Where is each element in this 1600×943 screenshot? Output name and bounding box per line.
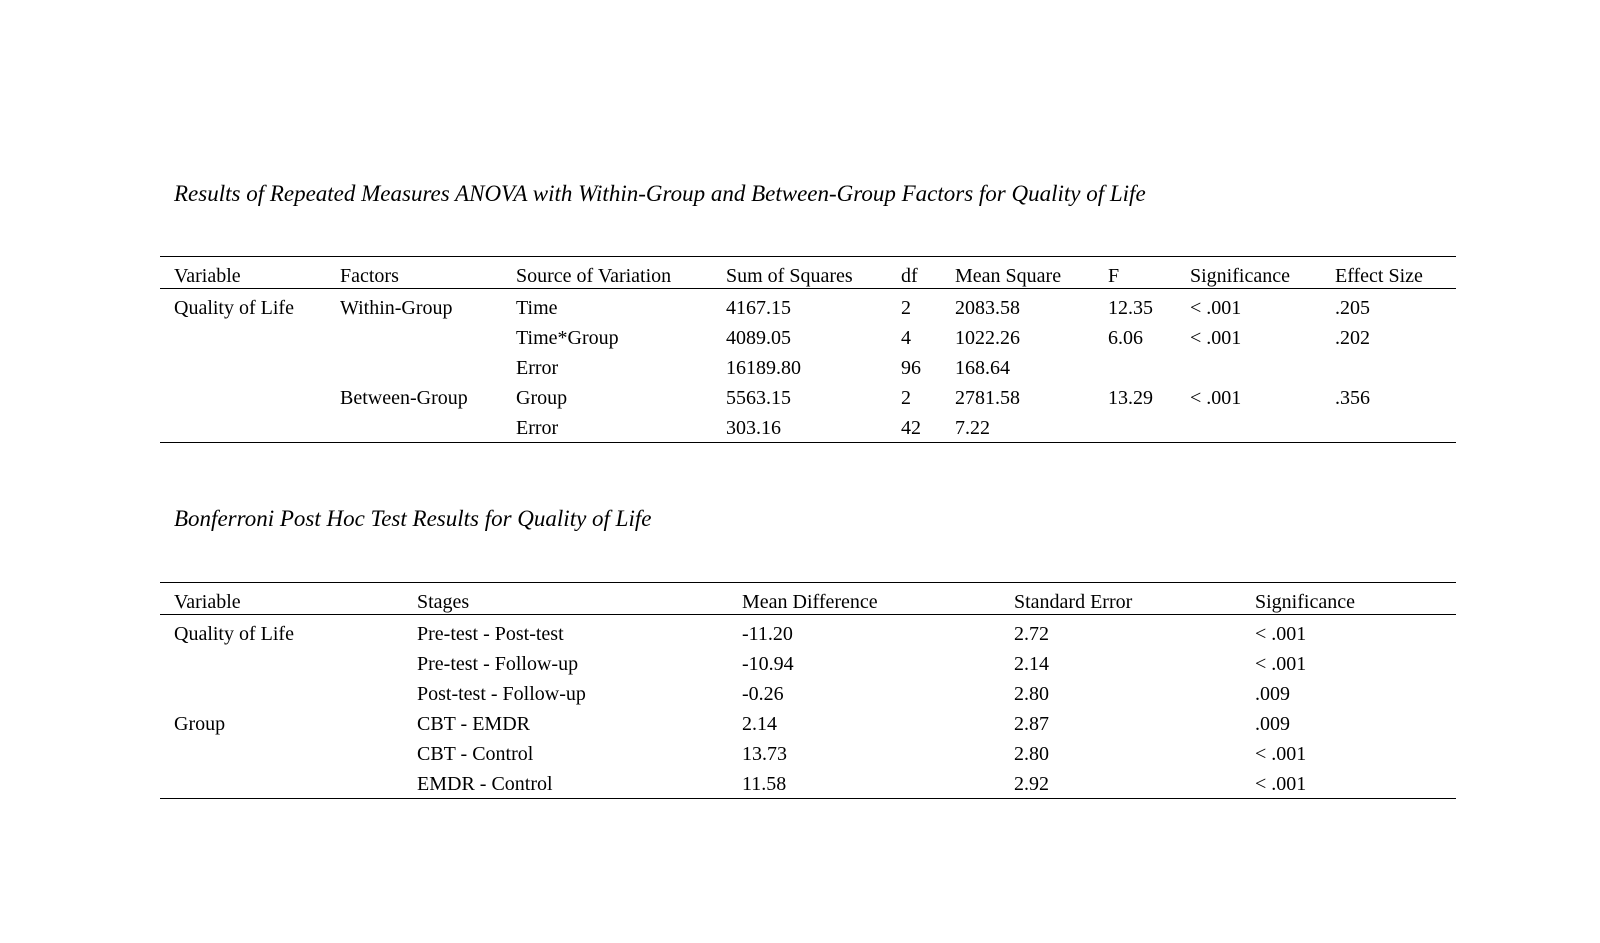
posthoc-cell-se: 2.14 (1014, 653, 1049, 675)
posthoc-cell-md: -11.20 (742, 623, 793, 645)
posthoc-cell-se: 2.80 (1014, 743, 1049, 765)
anova-cell-ss: 4167.15 (726, 297, 791, 319)
posthoc-header-sig: Significance (1255, 591, 1355, 613)
anova-header-df: df (901, 265, 918, 287)
anova-cell-df: 4 (901, 327, 911, 349)
anova-cell-source: Error (516, 417, 559, 439)
anova-cell-ss: 4089.05 (726, 327, 791, 349)
anova-cell-ss: 16189.80 (726, 357, 801, 379)
anova-header-es: Effect Size (1335, 265, 1423, 287)
posthoc-cell-variable: Quality of Life (174, 623, 294, 645)
anova-cell-es: .356 (1335, 387, 1370, 409)
posthoc-cell-se: 2.92 (1014, 773, 1049, 795)
anova-cell-ms: 1022.26 (955, 327, 1020, 349)
posthoc-cell-variable: Group (174, 713, 226, 735)
anova-header-ms: Mean Square (955, 265, 1062, 287)
posthoc-header-stages: Stages (417, 591, 470, 613)
posthoc-cell-md: 2.14 (742, 713, 777, 735)
anova-table-header (160, 257, 1456, 289)
anova-cell-source: Group (516, 387, 568, 409)
anova-header-variable: Variable (174, 265, 241, 287)
anova-cell-df: 2 (901, 387, 911, 409)
anova-cell-sig: < .001 (1190, 387, 1242, 409)
anova-cell-ms: 2781.58 (955, 387, 1020, 409)
posthoc-header-se: Standard Error (1014, 591, 1133, 613)
anova-cell-ms: 168.64 (955, 357, 1010, 379)
anova-cell-sig: < .001 (1190, 297, 1242, 319)
posthoc-cell-sig: < .001 (1255, 773, 1307, 795)
posthoc-cell-sig: .009 (1255, 683, 1290, 705)
anova-cell-es: .205 (1335, 297, 1370, 319)
posthoc-cell-stages: EMDR - Control (417, 773, 553, 795)
anova-cell-ms: 2083.58 (955, 297, 1020, 319)
anova-cell-variable: Quality of Life (174, 297, 294, 319)
posthoc-cell-sig: < .001 (1255, 623, 1307, 645)
anova-cell-ss: 5563.15 (726, 387, 791, 409)
posthoc-table (160, 582, 1456, 799)
anova-cell-f: 12.35 (1108, 297, 1153, 319)
anova-cell-source: Error (516, 357, 559, 379)
posthoc-cell-se: 2.72 (1014, 623, 1049, 645)
anova-header-factors: Factors (340, 265, 399, 287)
anova-header-ss: Sum of Squares (726, 265, 853, 287)
posthoc-cell-stages: Pre-test - Post-test (417, 623, 564, 645)
posthoc-cell-stages: CBT - EMDR (417, 713, 530, 735)
posthoc-header-md: Mean Difference (742, 591, 878, 613)
anova-cell-df: 42 (901, 417, 921, 439)
anova-cell-source: Time*Group (516, 327, 619, 349)
posthoc-cell-md: 11.58 (742, 773, 787, 795)
anova-table (160, 256, 1456, 443)
anova-header-sig: Significance (1190, 265, 1290, 287)
posthoc-cell-se: 2.87 (1014, 713, 1049, 735)
anova-cell-factors: Within-Group (340, 297, 453, 319)
posthoc-cell-stages: Pre-test - Follow-up (417, 653, 579, 675)
posthoc-cell-stages: CBT - Control (417, 743, 534, 765)
posthoc-cell-stages: Post-test - Follow-up (417, 683, 586, 705)
anova-header-f: F (1108, 265, 1120, 287)
anova-cell-es: .202 (1335, 327, 1370, 349)
posthoc-cell-md: -0.26 (742, 683, 784, 705)
anova-table-caption: Results of Repeated Measures ANOVA with Within-Group and Between-Group Factors for Quality of Life (174, 181, 1146, 206)
anova-cell-ss: 303.16 (726, 417, 781, 439)
posthoc-table-header (160, 583, 1456, 615)
anova-cell-df: 96 (901, 357, 921, 379)
anova-cell-sig: < .001 (1190, 327, 1242, 349)
anova-cell-df: 2 (901, 297, 911, 319)
posthoc-cell-sig: < .001 (1255, 653, 1307, 675)
posthoc-header-variable: Variable (174, 591, 241, 613)
anova-cell-ms: 7.22 (955, 417, 990, 439)
posthoc-cell-sig: .009 (1255, 713, 1290, 735)
anova-header-source: Source of Variation (516, 265, 672, 287)
posthoc-cell-md: 13.73 (742, 743, 787, 765)
anova-cell-factors: Between-Group (340, 387, 468, 409)
anova-cell-source: Time (516, 297, 558, 319)
posthoc-cell-sig: < .001 (1255, 743, 1307, 765)
posthoc-table-caption: Bonferroni Post Hoc Test Results for Quality of Life (174, 506, 652, 531)
anova-cell-f: 6.06 (1108, 327, 1143, 349)
posthoc-cell-md: -10.94 (742, 653, 794, 675)
posthoc-cell-se: 2.80 (1014, 683, 1049, 705)
anova-cell-f: 13.29 (1108, 387, 1153, 409)
